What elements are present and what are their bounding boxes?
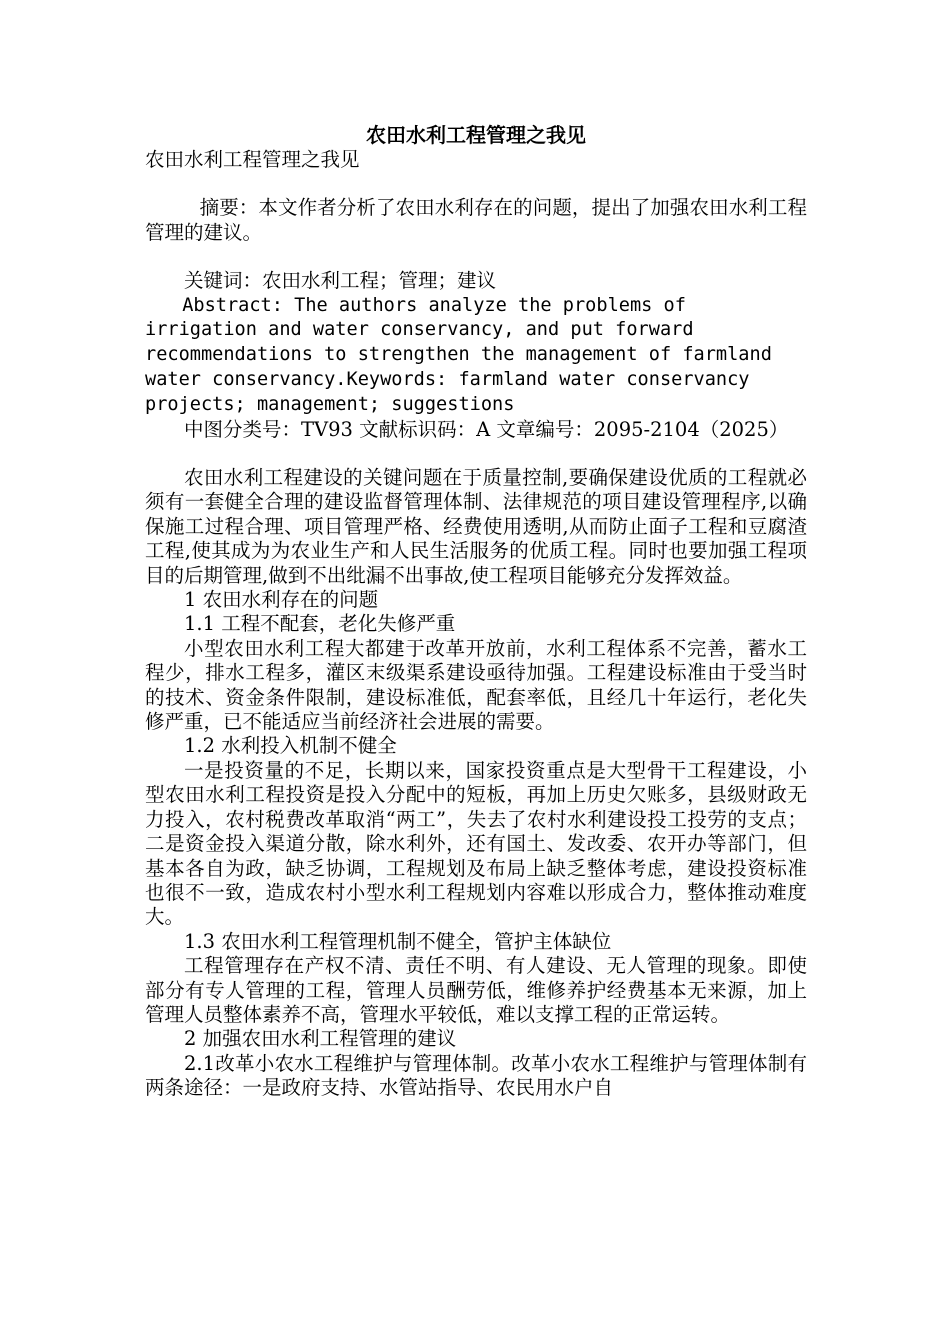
spacer <box>145 442 807 466</box>
section-1-1-body: 小型农田水利工程大都建于改革开放前，水利工程体系不完善，蓄水工程少，排水工程多，灌区末级渠系建设亟待加强。工程建设标准由于受当时的技术、资金条件限制，建设标准低，配套率低，且经几十年运行，老化失修严重，已不能适应当前经济社会进展的需要。 <box>145 636 807 734</box>
section-1-3-body: 工程管理存在产权不清、责任不明、有人建设、无人管理的现象。即使部分有专人管理的工程，管理人员酬劳低，维修养护经费基本无来源，加上管理人员整体素养不高，管理水平较低，难以支撑工程的正常运转。 <box>145 954 807 1026</box>
section-1-2-heading: 1.2 水利投入机制不健全 <box>184 734 397 758</box>
section-1-1-heading: 1.1 工程不配套，老化失修严重 <box>184 612 456 636</box>
intro-paragraph: 农田水利工程建设的关键问题在于质量控制,要确保建设优质的工程就必须有一套健全合理的建设监督管理体制、法律规范的项目建设管理程序,以确保施工过程合理、项目管理严格、经费使用透明,从而防止面子工程和豆腐渣工程,使其成为为农业生产和人民生活服务的优质工程。同时也要加强工程项目的后期管理,做到不出纰漏不出事故,使工程项目能够充分发挥效益。 <box>145 466 807 587</box>
section-2-1-body: 2.1改革小农水工程维护与管理体制。改革小农水工程维护与管理体制有两条途径：一是政府支持、水管站指导、农民用水户自 <box>145 1051 807 1100</box>
keywords-chinese: 关键词：农田水利工程；管理；建议 <box>184 269 497 293</box>
section-2-heading: 2 加强农田水利工程管理的建议 <box>184 1027 457 1051</box>
document-title: 农田水利工程管理之我见 <box>366 123 586 147</box>
section-1-3-heading: 1.3 农田水利工程管理机制不健全，管护主体缺位 <box>184 929 612 953</box>
section-1-2-body: 一是投资量的不足，长期以来，国家投资重点是大型骨干工程建设，小型农田水利工程投资是投入分配中的短板，再加上历史欠账多，县级财政无力投入，农村税费改革取消“两工”，失去了农村水利建设投工投劳的支点；二是资金投入渠道分散，除水利外，还有国土、发改委、农开办等部门，但基本各自为政，缺乏协调，工程规划及布局上缺乏整体考虑，建设投资标准也很不一致，造成农村小型水利工程规划内容难以形成合力，整体推动难度大。 <box>145 758 807 929</box>
abstract-english: Abstract: The authors analyze the problems of irrigation and water conservancy, and put forward recommendations to strengthen the management of farmland water conservancy.Keywords: farmland water conservancy projects; management; suggestions <box>145 294 772 415</box>
spacer <box>145 245 807 269</box>
spacer <box>145 172 807 196</box>
document-body <box>145 122 807 1101</box>
abstract-chinese: 摘要：本文作者分析了农田水利存在的问题，提出了加强农田水利工程管理的建议。 <box>145 196 807 244</box>
classification-line: 中图分类号：TV93 文献标识码：A 文章编号：2095-2104（2025） <box>184 417 789 441</box>
section-1-heading: 1 农田水利存在的问题 <box>184 588 379 612</box>
document-subtitle: 农田水利工程管理之我见 <box>145 148 360 171</box>
